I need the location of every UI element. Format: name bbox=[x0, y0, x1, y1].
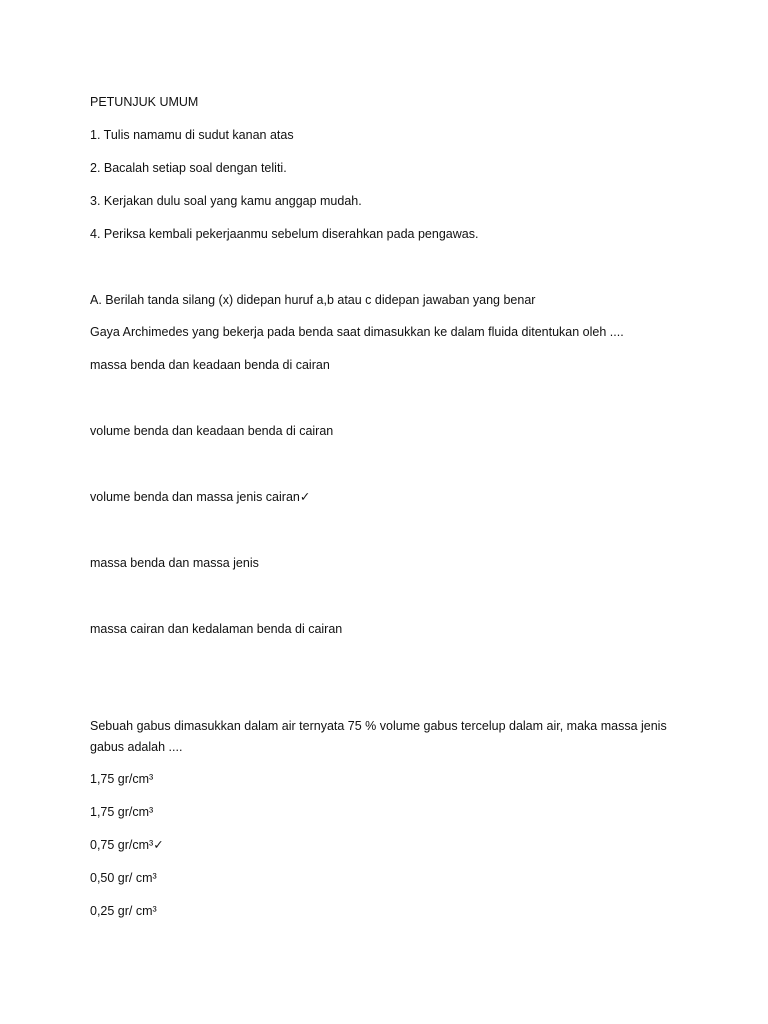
instruction-item-2: 2. Bacalah setiap soal dengan teliti. bbox=[90, 161, 287, 175]
question-1-option-5: massa cairan dan kedalaman benda di cairan bbox=[90, 622, 343, 636]
question-2-option-5: 0,25 gr/ cm³ bbox=[90, 904, 157, 918]
question-2-option-2: 1,75 gr/cm³ bbox=[90, 805, 154, 819]
instruction-item-3: 3. Kerjakan dulu soal yang kamu anggap mudah. bbox=[90, 194, 362, 208]
question-1-text: Gaya Archimedes yang bekerja pada benda saat dimasukkan ke dalam fluida ditentukan oleh .... bbox=[90, 325, 624, 339]
instruction-item-4: 4. Periksa kembali pekerjaanmu sebelum diserahkan pada pengawas. bbox=[90, 227, 479, 241]
question-1-option-4: massa benda dan massa jenis bbox=[90, 556, 259, 570]
question-2-option-1: 1,75 gr/cm³ bbox=[90, 772, 154, 786]
section-a-heading: A. Berilah tanda silang (x) didepan huruf a,b atau c didepan jawaban yang benar bbox=[90, 293, 536, 307]
question-1-option-3: volume benda dan massa jenis cairan✓ bbox=[90, 490, 311, 504]
question-1-option-1: massa benda dan keadaan benda di cairan bbox=[90, 358, 330, 372]
question-2-text: Sebuah gabus dimasukkan dalam air ternyata 75 % volume gabus tercelup dalam air, maka massa jenis gabus adalah .... bbox=[90, 719, 667, 754]
instruction-item-1: 1. Tulis namamu di sudut kanan atas bbox=[90, 128, 294, 142]
instructions-title: PETUNJUK UMUM bbox=[90, 95, 199, 109]
question-1-option-2: volume benda dan keadaan benda di cairan bbox=[90, 424, 334, 438]
question-2-option-4: 0,50 gr/ cm³ bbox=[90, 871, 157, 885]
question-2-option-3: 0,75 gr/cm³✓ bbox=[90, 838, 164, 852]
